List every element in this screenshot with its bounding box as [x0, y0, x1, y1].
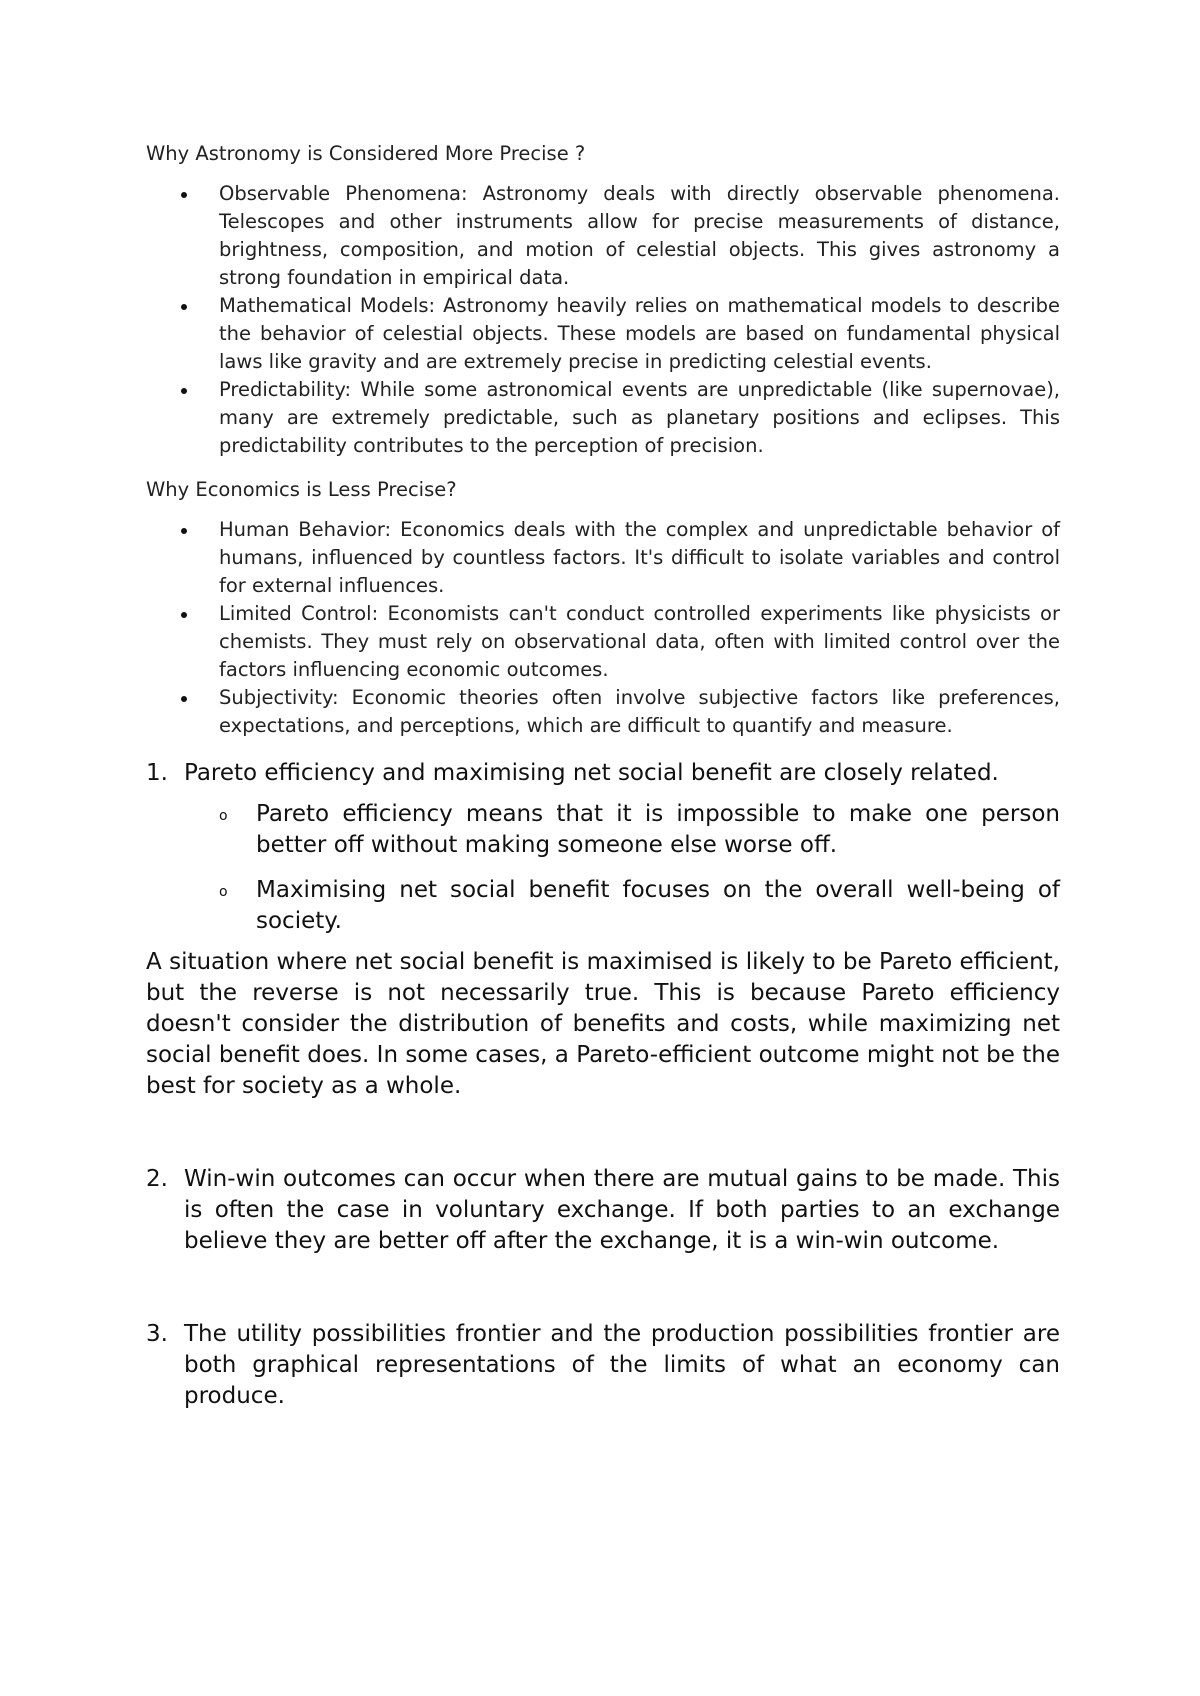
- list-item: [146, 376, 1060, 460]
- item-number: 2.: [146, 1166, 168, 1192]
- bullet-icon: [181, 192, 187, 198]
- bullet-icon: [181, 304, 187, 310]
- bullet-text: Human Behavior: Economics deals with the complex and unpredictable behavior of humans, influenced by countless factors. It's difficult to isolate variables and control for external influences.: [219, 518, 1060, 597]
- document-page: [146, 140, 1060, 1412]
- bullet-text: Subjectivity: Economic theories often involve subjective factors like preferences, expectations, and perceptions, which are difficult to quantify and measure.: [219, 686, 1060, 737]
- astronomy-heading: Why Astronomy is Considered More Precise ?: [146, 142, 586, 165]
- circle-bullet-icon: o: [219, 884, 228, 900]
- list-item: [146, 600, 1060, 684]
- circle-bullet-icon: o: [219, 808, 228, 824]
- numbered-item-1: [146, 758, 1060, 937]
- list-item: [146, 516, 1060, 600]
- sub-list-item: [146, 799, 1060, 861]
- item-text: Win-win outcomes can occur when there are mutual gains to be made. This is often the case in voluntary exchange. If both parties to an exchange believe they are better off after the exchange, it is a win-win outcome.: [184, 1166, 1060, 1254]
- bullet-text: Limited Control: Economists can't conduct controlled experiments like physicists or chemists. They must rely on observational data, often with limited control over the factors influencing economic outcomes.: [219, 602, 1060, 681]
- list-item: [146, 684, 1060, 740]
- item-number: 3.: [146, 1321, 168, 1347]
- body-paragraph: A situation where net social benefit is maximised is likely to be Pareto efficient, but the reverse is not necessarily true. This is because Pareto efficiency doesn't consider the distribution of benefits and costs, while maximizing net social benefit does. In some cases, a Pareto-efficient outcome might not be the best for society as a whole.: [146, 949, 1060, 1099]
- item-text: The utility possibilities frontier and the production possibilities frontier are both graphical representations of the limits of what an economy can produce.: [184, 1321, 1060, 1409]
- numbered-item-3: [146, 1319, 1060, 1412]
- astronomy-bullet-list: [146, 180, 1060, 460]
- list-item: [146, 292, 1060, 376]
- economics-heading: Why Economics is Less Precise?: [146, 478, 457, 501]
- sub-list: [184, 799, 1060, 937]
- bullet-text: Observable Phenomena: Astronomy deals with directly observable phenomena. Telescopes and other instruments allow for precise measurements of distance, brightness, composition, and motion of celestial objects. This gives astronomy a strong foundation in empirical data.: [219, 182, 1060, 289]
- item-text: Pareto efficiency and maximising net social benefit are closely related.: [184, 760, 999, 786]
- bullet-icon: [181, 696, 187, 702]
- bullet-icon: [181, 612, 187, 618]
- sub-item-text: Pareto efficiency means that it is impossible to make one person better off without making someone else worse off.: [256, 801, 1060, 858]
- sub-item-text: Maximising net social benefit focuses on the overall well-being of society.: [256, 877, 1060, 934]
- sub-list-item: [146, 875, 1060, 937]
- numbered-item-2: [146, 1164, 1060, 1257]
- bullet-text: Predictability: While some astronomical events are unpredictable (like supernovae), many are extremely predictable, such as planetary positions and eclipses. This predictability contributes to the perception of precision.: [219, 378, 1060, 457]
- bullet-icon: [181, 528, 187, 534]
- bullet-icon: [181, 388, 187, 394]
- bullet-text: Mathematical Models: Astronomy heavily relies on mathematical models to describe the behavior of celestial objects. These models are based on fundamental physical laws like gravity and are extremely precise in predicting celestial events.: [219, 294, 1060, 373]
- item-number: 1.: [146, 760, 168, 786]
- economics-bullet-list: [146, 516, 1060, 740]
- list-item: [146, 180, 1060, 292]
